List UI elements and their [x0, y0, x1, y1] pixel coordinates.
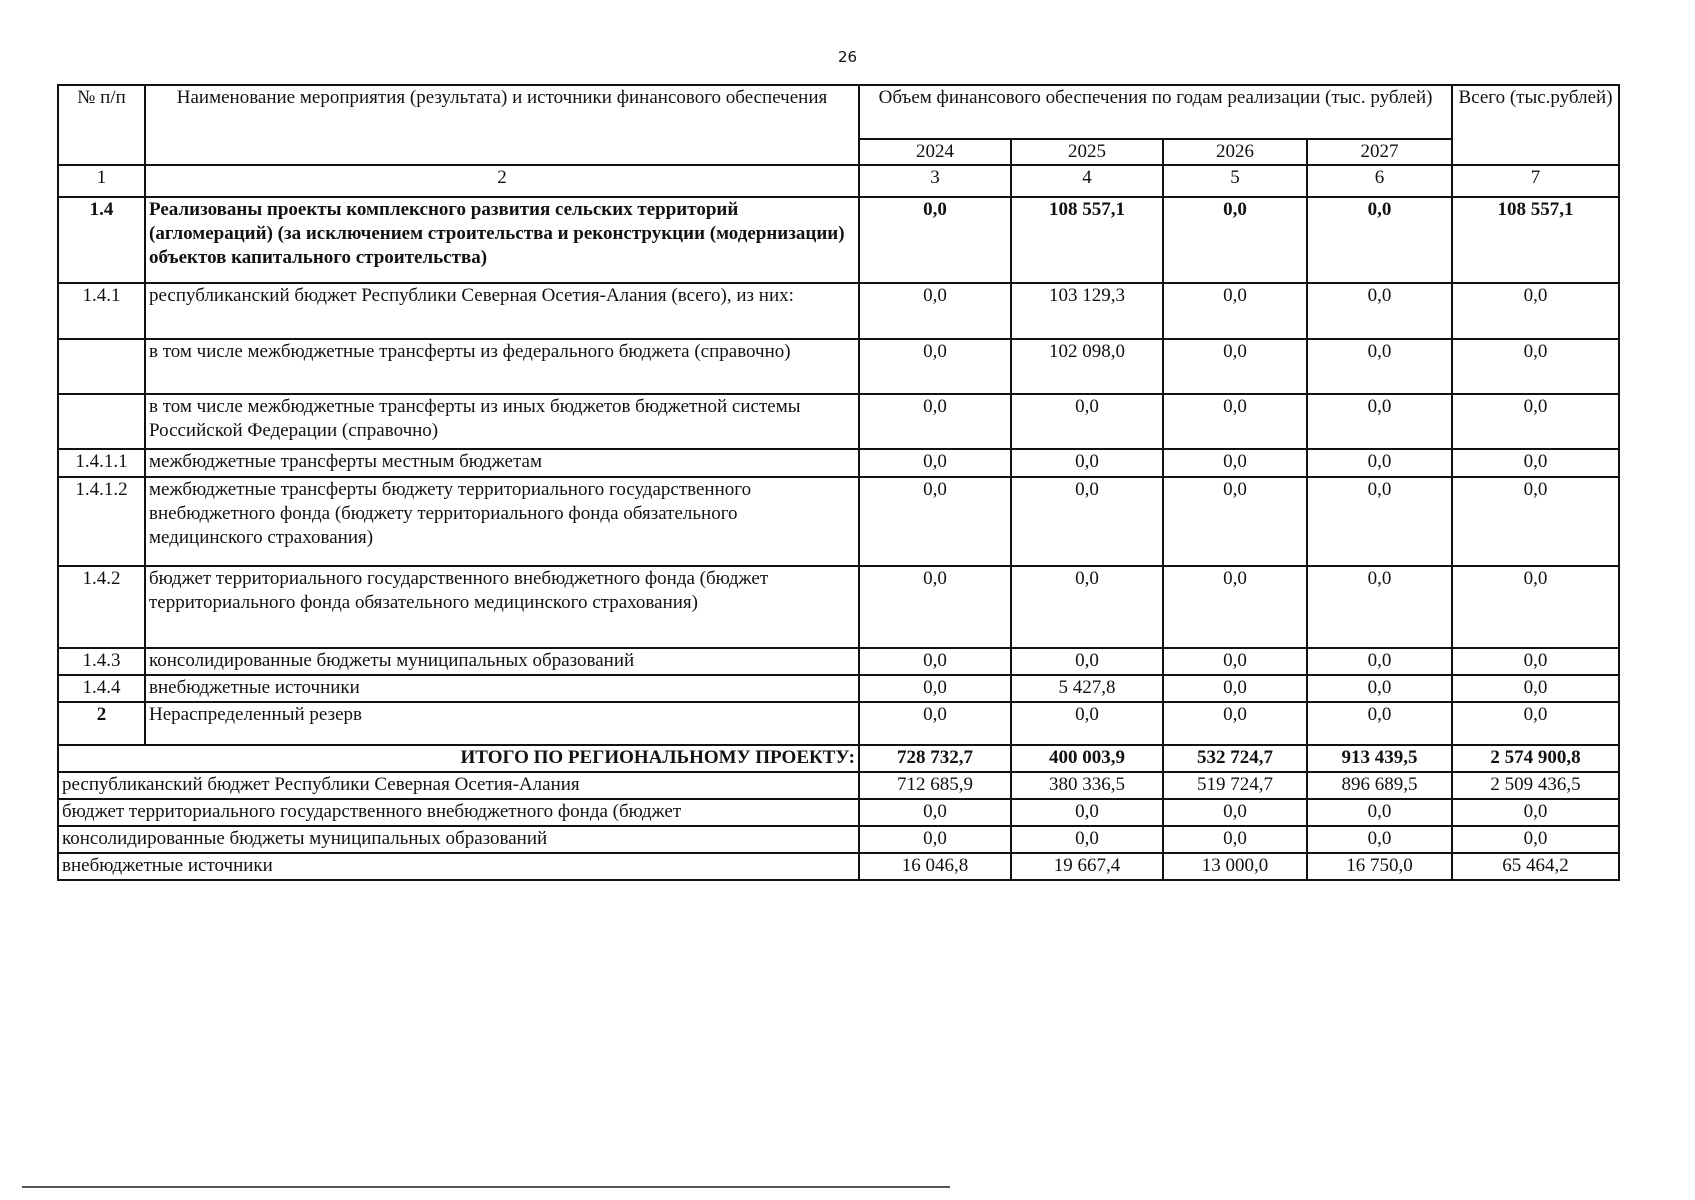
breakdown-2027: 16 750,0	[1307, 853, 1452, 880]
cell-total: 0,0	[1452, 339, 1619, 394]
column-number: 6	[1307, 165, 1452, 197]
row-name: межбюджетные трансферты местным бюджетам	[145, 449, 859, 477]
cell-2025: 0,0	[1011, 566, 1163, 648]
table-row	[58, 449, 1619, 477]
breakdown-2027: 0,0	[1307, 826, 1452, 853]
cell-2025: 0,0	[1011, 702, 1163, 745]
num-col-header: № п/п	[58, 85, 145, 165]
cell-total: 0,0	[1452, 477, 1619, 566]
cell-2024: 0,0	[859, 675, 1011, 702]
breakdown-total: 0,0	[1452, 799, 1619, 826]
cell-2027: 0,0	[1307, 449, 1452, 477]
breakdown-2024: 16 046,8	[859, 853, 1011, 880]
breakdown-name: консолидированные бюджеты муниципальных образований	[58, 826, 859, 853]
row-num: 2	[58, 702, 145, 745]
breakdown-2026: 519 724,7	[1163, 772, 1307, 799]
totals-breakdown-row	[58, 799, 1619, 826]
cell-2027: 0,0	[1307, 675, 1452, 702]
row-num: 1.4.1	[58, 283, 145, 339]
table-row	[58, 477, 1619, 566]
cell-total: 0,0	[1452, 675, 1619, 702]
cell-2026: 0,0	[1163, 394, 1307, 449]
breakdown-name: внебюджетные источники	[58, 853, 859, 880]
cell-2027: 0,0	[1307, 339, 1452, 394]
cell-2026: 0,0	[1163, 675, 1307, 702]
year-header: 2025	[1011, 139, 1163, 165]
cell-2027: 0,0	[1307, 648, 1452, 675]
breakdown-2026: 13 000,0	[1163, 853, 1307, 880]
row-name: в том числе межбюджетные трансферты из иных бюджетов бюджетной системы Российской Федерации (справочно)	[145, 394, 859, 449]
column-numbers-row	[58, 165, 1619, 197]
row-name: межбюджетные трансферты бюджету территориального государственного внебюджетного фонда (бюджету территориального фонда обязательного медицинского страхования)	[145, 477, 859, 566]
breakdown-total: 2 509 436,5	[1452, 772, 1619, 799]
year-header: 2024	[859, 139, 1011, 165]
row-num: 1.4.2	[58, 566, 145, 648]
column-number: 4	[1011, 165, 1163, 197]
cell-2025: 108 557,1	[1011, 197, 1163, 283]
table-row	[58, 283, 1619, 339]
row-name: республиканский бюджет Республики Северная Осетия-Алания (всего), из них:	[145, 283, 859, 339]
cell-total: 0,0	[1452, 449, 1619, 477]
cell-2024: 0,0	[859, 702, 1011, 745]
cell-2027: 0,0	[1307, 197, 1452, 283]
breakdown-total: 0,0	[1452, 826, 1619, 853]
breakdown-2025: 0,0	[1011, 826, 1163, 853]
breakdown-2026: 0,0	[1163, 799, 1307, 826]
row-num: 1.4.4	[58, 675, 145, 702]
total-2024: 728 732,7	[859, 745, 1011, 772]
cell-2024: 0,0	[859, 394, 1011, 449]
table-row	[58, 648, 1619, 675]
cell-2027: 0,0	[1307, 283, 1452, 339]
breakdown-2025: 380 336,5	[1011, 772, 1163, 799]
cell-2026: 0,0	[1163, 702, 1307, 745]
total-col-header: Всего (тыс.рублей)	[1452, 85, 1619, 165]
cell-2026: 0,0	[1163, 449, 1307, 477]
row-name: бюджет территориального государственного внебюджетного фонда (бюджет территориального фонда обязательного медицинского страхования)	[145, 566, 859, 648]
cell-2026: 0,0	[1163, 197, 1307, 283]
volume-col-header: Объем финансового обеспечения по годам реализации (тыс. рублей)	[859, 85, 1452, 139]
table-row	[58, 394, 1619, 449]
row-name: консолидированные бюджеты муниципальных образований	[145, 648, 859, 675]
row-num: 1.4.1.2	[58, 477, 145, 566]
column-number: 1	[58, 165, 145, 197]
breakdown-name: бюджет территориального государственного внебюджетного фонда (бюджет	[58, 799, 859, 826]
cell-2025: 0,0	[1011, 477, 1163, 566]
year-header: 2027	[1307, 139, 1452, 165]
cell-2026: 0,0	[1163, 339, 1307, 394]
totals-breakdown-row	[58, 853, 1619, 880]
breakdown-total: 65 464,2	[1452, 853, 1619, 880]
totals-breakdown-row	[58, 826, 1619, 853]
cell-2026: 0,0	[1163, 648, 1307, 675]
breakdown-2025: 0,0	[1011, 799, 1163, 826]
totals-label: ИТОГО ПО РЕГИОНАЛЬНОМУ ПРОЕКТУ:	[58, 745, 859, 772]
cell-total: 0,0	[1452, 566, 1619, 648]
row-name: внебюджетные источники	[145, 675, 859, 702]
cell-2026: 0,0	[1163, 566, 1307, 648]
cell-2025: 0,0	[1011, 648, 1163, 675]
cell-2024: 0,0	[859, 283, 1011, 339]
cell-2027: 0,0	[1307, 394, 1452, 449]
breakdown-2025: 19 667,4	[1011, 853, 1163, 880]
breakdown-2024: 712 685,9	[859, 772, 1011, 799]
row-name: в том числе межбюджетные трансферты из федерального бюджета (справочно)	[145, 339, 859, 394]
cell-2026: 0,0	[1163, 477, 1307, 566]
breakdown-2027: 896 689,5	[1307, 772, 1452, 799]
total-2025: 400 003,9	[1011, 745, 1163, 772]
total-2026: 532 724,7	[1163, 745, 1307, 772]
row-num	[58, 339, 145, 394]
breakdown-2024: 0,0	[859, 799, 1011, 826]
cell-2026: 0,0	[1163, 283, 1307, 339]
table-row	[58, 675, 1619, 702]
cell-2024: 0,0	[859, 197, 1011, 283]
cell-2027: 0,0	[1307, 477, 1452, 566]
name-col-header: Наименование мероприятия (результата) и источники финансового обеспечения	[145, 85, 859, 165]
cell-2024: 0,0	[859, 449, 1011, 477]
row-name: Реализованы проекты комплексного развития сельских территорий (агломераций) (за исключением строительства и реконструкции (модернизации) объектов капитального строительства)	[145, 197, 859, 283]
table-row	[58, 566, 1619, 648]
breakdown-name: республиканский бюджет Республики Северная Осетия-Алания	[58, 772, 859, 799]
total-2027: 913 439,5	[1307, 745, 1452, 772]
table-row	[58, 339, 1619, 394]
cell-2025: 5 427,8	[1011, 675, 1163, 702]
column-number: 5	[1163, 165, 1307, 197]
column-number: 2	[145, 165, 859, 197]
cell-2024: 0,0	[859, 477, 1011, 566]
breakdown-2026: 0,0	[1163, 826, 1307, 853]
cell-2027: 0,0	[1307, 702, 1452, 745]
year-header: 2026	[1163, 139, 1307, 165]
table-row	[58, 702, 1619, 745]
header-row	[58, 85, 1619, 139]
row-num	[58, 394, 145, 449]
breakdown-2027: 0,0	[1307, 799, 1452, 826]
cell-total: 0,0	[1452, 648, 1619, 675]
page-number: 26	[837, 48, 858, 66]
cell-total: 0,0	[1452, 394, 1619, 449]
row-num: 1.4.1.1	[58, 449, 145, 477]
column-number: 7	[1452, 165, 1619, 197]
breakdown-2024: 0,0	[859, 826, 1011, 853]
totals-row	[58, 745, 1619, 772]
total-all: 2 574 900,8	[1452, 745, 1619, 772]
cell-2024: 0,0	[859, 566, 1011, 648]
totals-breakdown-row	[58, 772, 1619, 799]
cell-2025: 102 098,0	[1011, 339, 1163, 394]
row-num: 1.4.3	[58, 648, 145, 675]
row-name: Нераспределенный резерв	[145, 702, 859, 745]
financing-table	[57, 84, 1620, 881]
bottom-rule	[22, 1186, 950, 1188]
cell-total: 0,0	[1452, 283, 1619, 339]
cell-2024: 0,0	[859, 339, 1011, 394]
cell-2024: 0,0	[859, 648, 1011, 675]
cell-total: 108 557,1	[1452, 197, 1619, 283]
cell-2025: 0,0	[1011, 394, 1163, 449]
cell-2027: 0,0	[1307, 566, 1452, 648]
cell-2025: 0,0	[1011, 449, 1163, 477]
row-num: 1.4	[58, 197, 145, 283]
table-row	[58, 197, 1619, 283]
cell-total: 0,0	[1452, 702, 1619, 745]
column-number: 3	[859, 165, 1011, 197]
cell-2025: 103 129,3	[1011, 283, 1163, 339]
